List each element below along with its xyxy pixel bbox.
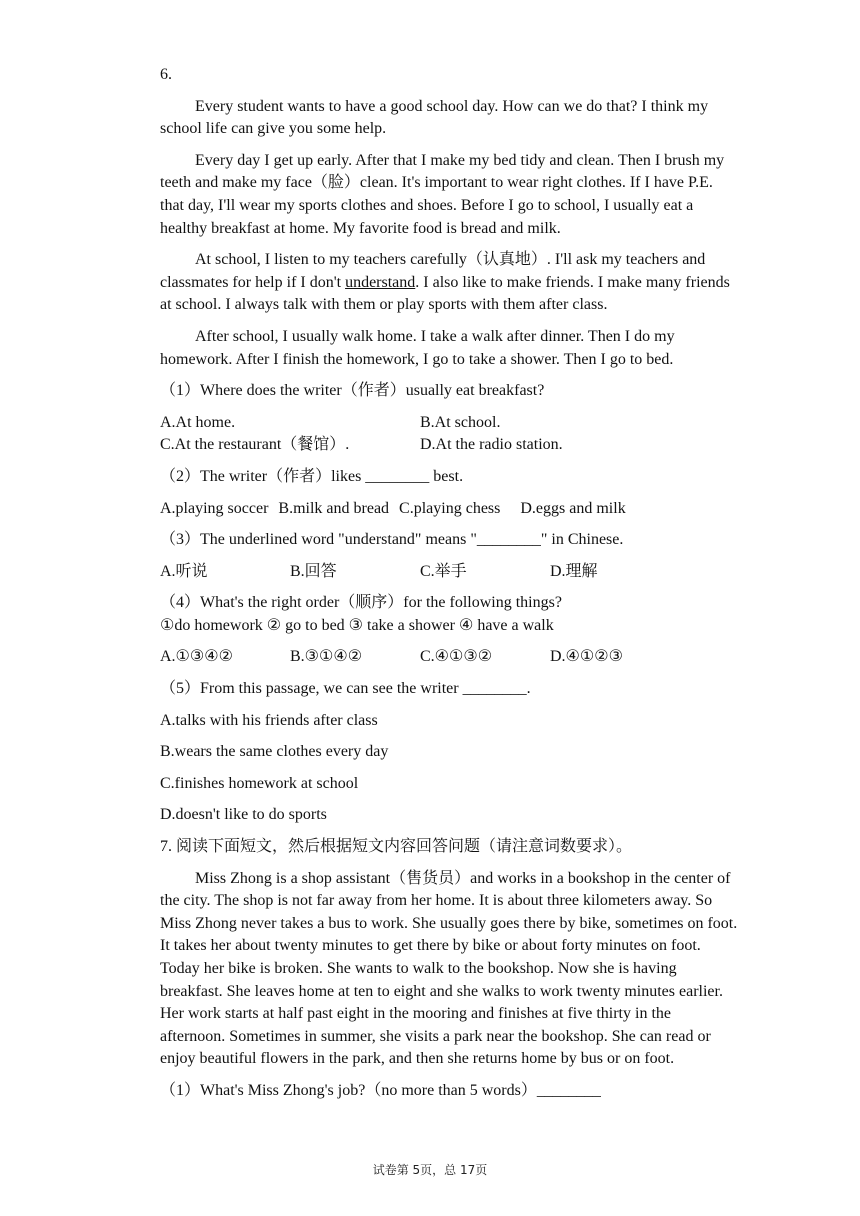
option-b: B.回答	[290, 562, 337, 580]
options-group	[160, 498, 740, 521]
option-d: D.At the radio station.	[420, 436, 563, 454]
option-a: A.听说	[160, 562, 208, 580]
question-stem: （3）The underlined word "understand" means "________" in Chinese.	[160, 531, 624, 549]
passage-paragraph-4: After school, I usually walk home. I take a walk after dinner. Then I do my homework. After I finish the homework, I go to take a shower. Then I go to bed.	[160, 327, 675, 368]
options-group	[160, 646, 740, 669]
option-a: A.①③④②	[160, 648, 233, 666]
option-c: C.举手	[420, 562, 467, 580]
question-stem: （5）From this passage, we can see the writer ________.	[160, 680, 531, 698]
option-d: D.eggs and milk	[520, 499, 626, 517]
option-b: B.milk and bread	[278, 499, 390, 517]
option-b: B.At school.	[420, 413, 501, 431]
question-stem: （4）What's the right order（顺序）for the following things?	[160, 594, 562, 612]
option-a: A.At home.	[160, 413, 236, 431]
page-footer: 试卷第 5页，总 17页	[372, 1163, 488, 1177]
option-c: C.playing chess	[399, 499, 501, 517]
option-b: B.③①④②	[290, 648, 363, 666]
passage-paragraph: Miss Zhong is a shop assistant（售货员）and works in a bookshop in the center of the city. The shop is not far away from her home. It is about three kilometers away. So Miss Zhong never takes a bus to work. She usually goes there by bike, sometimes on foot. It takes her about twenty minutes to get there by bike or about forty minutes on foot. Today her bike is broken. She wants to walk to the bookshop. Now she is having breakfast. She leaves home at ten to eight and she walks to work twenty minutes earlier. Her work starts at half past eight in the mooring and finishes at five thirty in the afternoon. Sometimes in summer, she visits a park near the bookshop. She can read or enjoy beautiful flowers in the park, and then she returns home by bus or on foot.	[160, 869, 738, 1068]
passage-paragraph-1: Every student wants to have a good school day. How can we do that? I think my school life can give you some help.	[160, 97, 709, 138]
passage-paragraph-3	[160, 249, 740, 317]
option-a: A.playing soccer	[160, 499, 269, 517]
question-stem: （1）What's Miss Zhong's job?（no more than 5 words）________	[160, 1081, 601, 1099]
question-number-6: 6.	[160, 66, 172, 83]
option-d: D.④①②③	[550, 648, 623, 666]
option-c: C.finishes homework at school	[160, 774, 359, 792]
question-stem-items: ①do homework ② go to bed ③ take a shower ④ have a walk	[160, 616, 554, 634]
paragraph-text: At school, I listen to my teachers carefully（认真地）. I'll ask my teachers and classmates for help if I don't	[160, 251, 706, 291]
exam-page	[160, 64, 740, 1112]
question-stem: （1）Where does the writer（作者）usually eat breakfast?	[160, 382, 545, 400]
option-d: D.doesn't like to do sports	[160, 806, 327, 824]
options-group	[160, 561, 740, 584]
option-a: A.talks with his friends after class	[160, 711, 378, 729]
underlined-word: understand	[345, 273, 416, 291]
paragraph-text: . I also like to make friends. I make many friends at school. I always talk with them or play sports with them after class.	[160, 273, 730, 314]
option-c: C.④①③②	[420, 648, 493, 666]
option-c: C.At the restaurant（餐馆）.	[160, 436, 350, 454]
question-stem: （2）The writer（作者）likes ________ best.	[160, 467, 464, 485]
passage-paragraph-2: Every day I get up early. After that I make my bed tidy and clean. Then I brush my teeth and make my face（脸）clean. It's important to wear right clothes. If I have P.E. that day, I'll wear my sports clothes and shoes. Before I go to school, I usually eat a healthy breakfast at home. My favorite food is bread and milk.	[160, 151, 725, 237]
option-b: B.wears the same clothes every day	[160, 743, 389, 761]
question-heading-7: 7. 阅读下面短文，然后根据短文内容回答问题（请注意词数要求）。	[160, 838, 633, 856]
option-d: D.理解	[550, 562, 598, 580]
options-group	[160, 412, 740, 457]
